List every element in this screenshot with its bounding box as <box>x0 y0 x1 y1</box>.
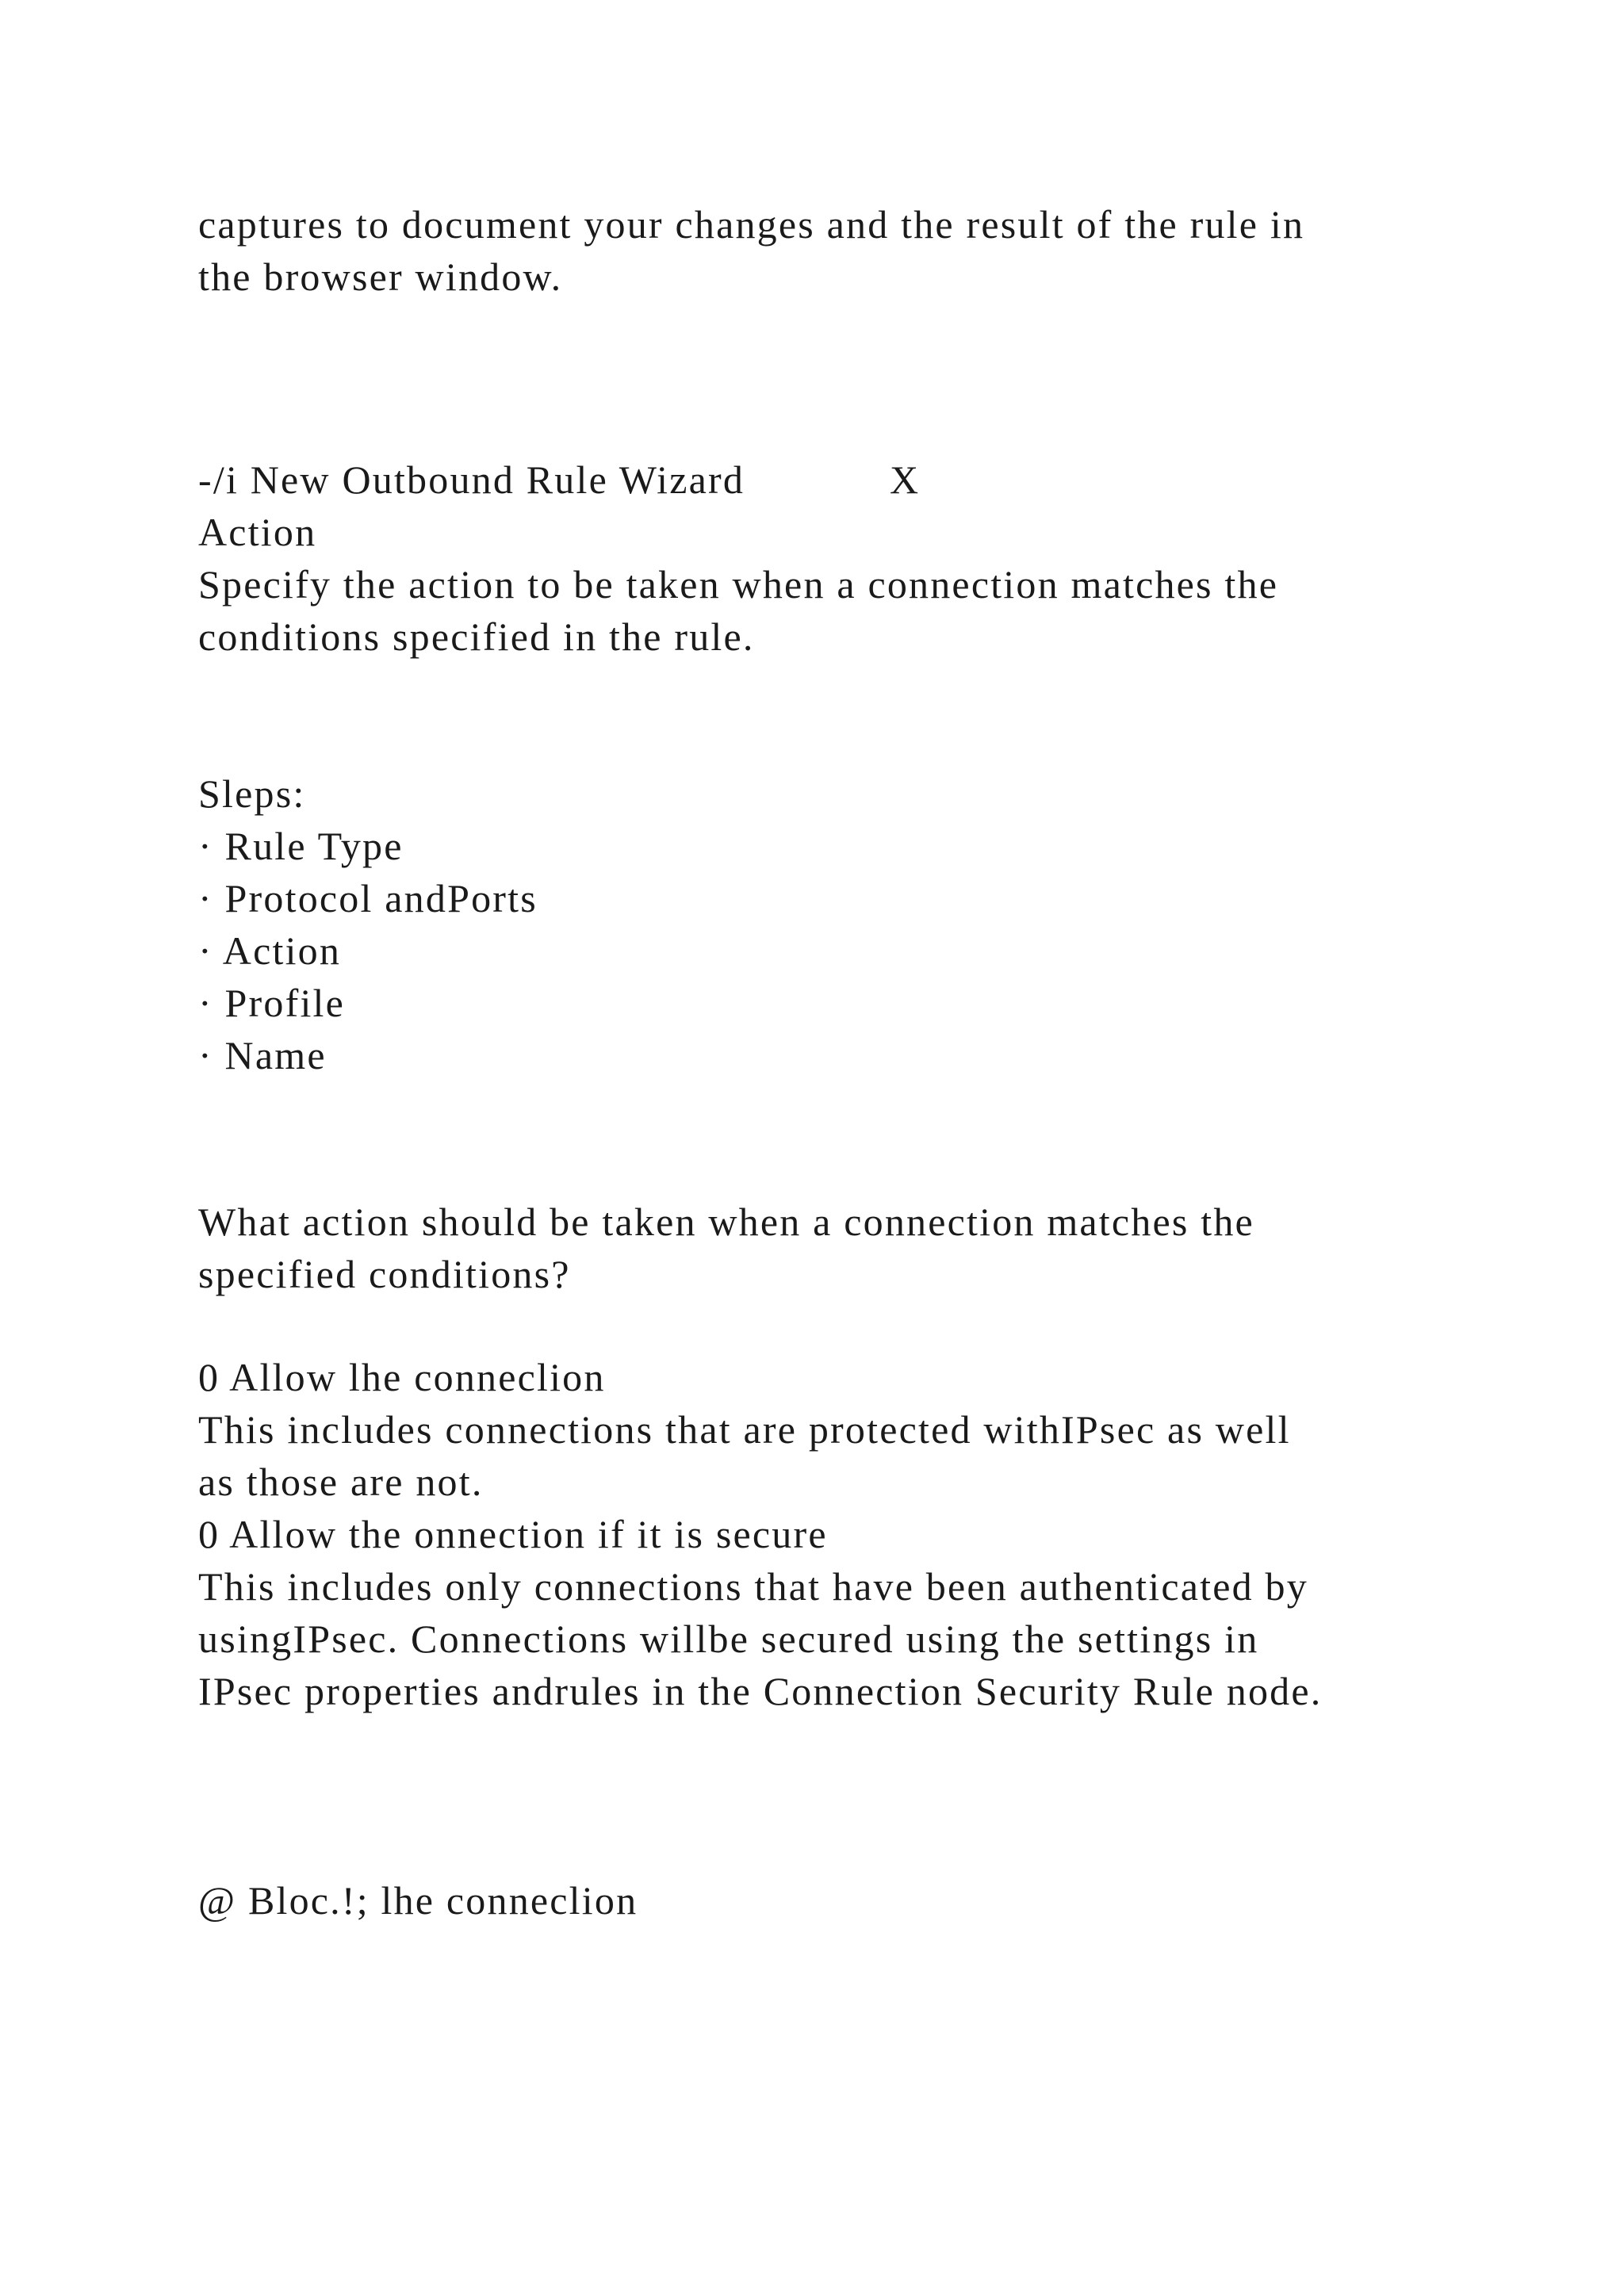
close-icon[interactable]: X <box>890 457 921 502</box>
question-line-1: What action should be taken when a connection matches the <box>198 1200 1254 1244</box>
intro-text-line-1: captures to document your changes and the result of the rule in <box>198 202 1305 247</box>
allow-secure-desc-line-3: IPsec properties andrules in the Connection Security Rule node. <box>198 1669 1323 1713</box>
intro-text-line-2: the browser window. <box>198 254 563 299</box>
wizard-title: -/i New Outbound Rule Wizard <box>198 457 745 502</box>
block-connection-option[interactable]: @ Bloc.!; lhe conneclion <box>198 1878 638 1923</box>
step-item-profile: · Profile <box>198 981 346 1025</box>
step-item-protocol-and-ports: · Protocol andPorts <box>198 876 538 920</box>
description-line-1: Specify the action to be taken when a connection matches the <box>198 562 1279 607</box>
allow-secure-desc-line-1: This includes only connections that have been authenticated by <box>198 1564 1308 1609</box>
allow-secure-desc-line-2: usingIPsec. Connections willbe secured using the settings in <box>198 1617 1259 1661</box>
step-item-action: · Action <box>198 928 342 973</box>
allow-connection-option[interactable]: 0 Allow lhe conneclion <box>198 1355 606 1399</box>
step-item-name: · Name <box>198 1033 327 1077</box>
allow-connection-desc-line-1: This includes connections that are protected withIPsec as well <box>198 1407 1291 1452</box>
allow-secure-option[interactable]: 0 Allow the onnection if it is secure <box>198 1512 828 1556</box>
step-item-rule-type: · Rule Type <box>198 824 404 868</box>
description-line-2: conditions specified in the rule. <box>198 614 755 659</box>
question-line-2: specified conditions? <box>198 1252 571 1296</box>
steps-label: Sleps: <box>198 771 306 816</box>
page-heading: Action <box>198 510 317 554</box>
allow-connection-desc-line-2: as those are not. <box>198 1460 484 1504</box>
